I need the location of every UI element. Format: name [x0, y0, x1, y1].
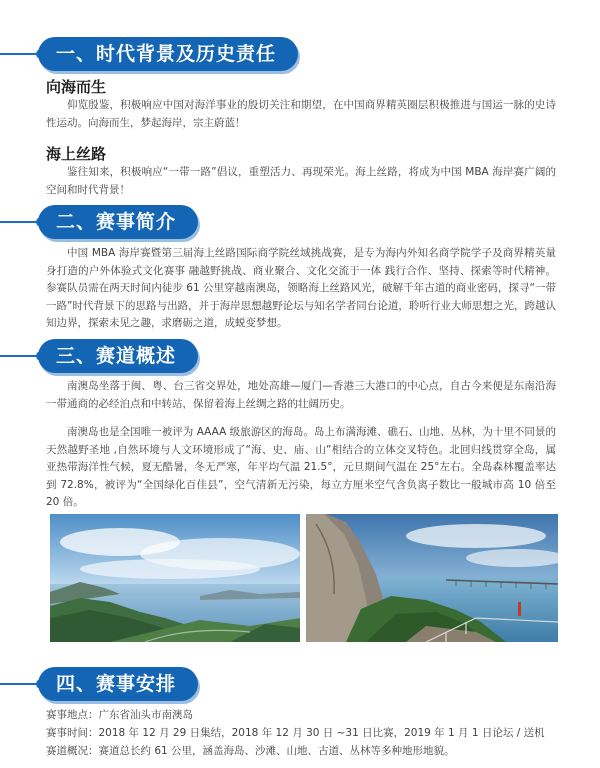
paragraph: 中国 MBA 海岸赛暨第三届海上丝路国际商学院丝域挑战赛，是专为海内外知名商学院学子及商界精英量身打造的户外体验式文化赛事 融越野挑战、商业聚合、文化交流于一体 践行合作、坚持、探索等时代精神。参赛队员需在两天时间内徒步 61 公里穿越南澳岛，领略海上丝路风光，破解千年古道的商业密码，探寻“一带一路”时代背景下的思路与出路，并于海岸思想越野论坛与知名学者同台论道，聆听行业大师思想之光，跨越认知边界，探索未见之趣，求磨砺之道，成蜕变梦想。 [46, 247, 556, 329]
paragraph: 南澳岛也是全国唯一被评为 AAAA 级旅游区的海岛。岛上布满海滩、礁石、山地、丛林，为十里不同景的天然越野圣地 ,自然环境与人文环境形成了“海、史、庙、山”相结合的立体交叉特色。北回归线贯穿全岛，属亚热带海洋性气候，夏无酷暑，冬无严寒，年平均气温 21.5°，元旦期间气温在 25°左右。全岛森林覆盖率达到 72.8%，被评为“全国绿化百佳县”，空气清新无污染，每立方厘米空气含负离子数比一般城市高 10 倍至 20 倍。 [46, 426, 556, 508]
schedule-location: 赛事地点：广东省汕头市南澳岛 [46, 709, 193, 721]
section-header-route [0, 339, 310, 373]
paragraph: 南澳岛坐落于闽、粤、台三省交界处，地处高雄—厦门—香港三大港口的中心点，自古今来便是东南沿海一带通商的必经泊点和中转站，保留着海上丝绸之路的壮阔历史。 [46, 380, 556, 410]
schedule-time: 赛事时间：2018 年 12 月 29 日集结，2018 年 12 月 30 日 ~31 日比赛，2019 年 1 月 1 日论坛 / 送机 [46, 727, 545, 739]
section-title: 三、赛道概述 [38, 339, 198, 373]
rocky-coast-photo [306, 514, 558, 642]
section-header-intro [0, 205, 310, 239]
subsection-heading: 向海而生 [46, 78, 107, 96]
section-header-schedule [0, 667, 310, 701]
section-header-background [0, 37, 310, 71]
schedule-route-overview: 赛道概况：赛道总长约 61 公里，涵盖海岛、沙滩、山地、古道、丛林等多种地形地貌。 [46, 745, 455, 757]
paragraph: 鉴往知来，积极响应“一带一路”倡议，重塑活力、再现荣光。海上丝路，将成为中国 MBA 海岸赛广阔的空间和时代背景！ [46, 166, 556, 196]
section-title: 一、时代背景及历史责任 [38, 37, 298, 71]
coastline-photo [50, 514, 300, 642]
section-title: 四、赛事安排 [38, 667, 198, 701]
paragraph: 仰览殷鉴，积极响应中国对海洋事业的殷切关注和期望，在中国商界精英圈层积极推进与国运一脉的史诗性运动。向海而生，梦起海岸，宗主蔚蓝！ [46, 99, 556, 129]
subsection-heading: 海上丝路 [46, 145, 107, 163]
section-title: 二、赛事简介 [38, 205, 198, 239]
